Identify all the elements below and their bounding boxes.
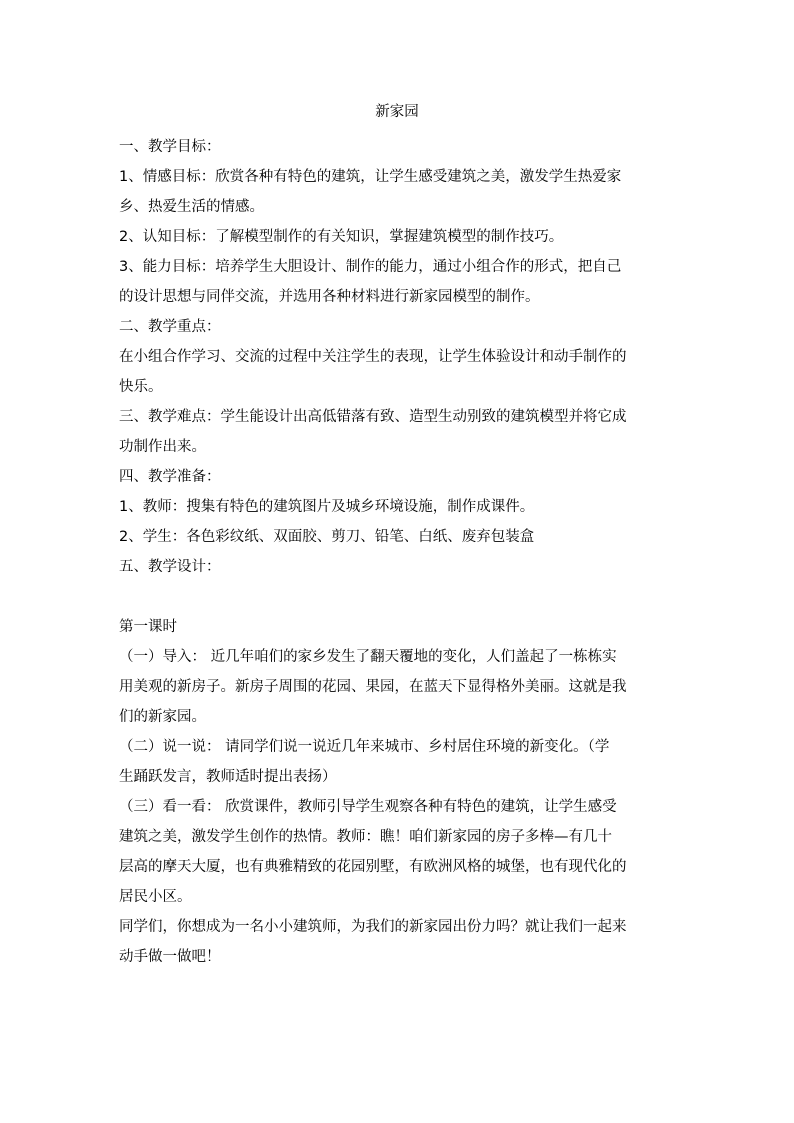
paragraph-line: 2、学生：各色彩纹纸、双面胶、剪刀、铅笔、白纸、废弃包装盒 (119, 529, 535, 545)
paragraph-line: 乡、热爱生活的情感。 (119, 199, 264, 215)
document-title: 新家园 (375, 104, 419, 120)
paragraph-line: 1、情感目标：欣赏各种有特色的建筑，让学生感受建筑之美，激发学生热爱家 (119, 169, 622, 185)
paragraph-line: 在小组合作学习、交流的过程中关注学生的表现，让学生体验设计和动手制作的 (119, 349, 627, 365)
paragraph-line: 的设计思想与同伴交流，并选用各种材料进行新家园模型的制作。 (119, 289, 540, 305)
paragraph-line: 居民小区。 (119, 889, 192, 905)
paragraph-line: 快乐。 (119, 379, 163, 395)
paragraph-line: 3、能力目标：培养学生大胆设计、制作的能力，通过小组合作的形式，把自己 (119, 259, 622, 275)
paragraph-line: 用美观的新房子。新房子周围的花园、果园，在蓝天下显得格外美丽。这就是我 (119, 679, 627, 695)
document-body (119, 132, 679, 972)
lesson-heading: 第一课时 (119, 619, 177, 635)
paragraph-line: （一）导入： 近几年咱们的家乡发生了翻天覆地的变化，人们盖起了一栋栋实 (119, 649, 617, 665)
paragraph-line: 们的新家园。 (119, 709, 206, 725)
section-heading-key-points: 二、教学重点： (119, 319, 221, 335)
section-heading-preparation: 四、教学准备： (119, 469, 221, 485)
paragraph-line: （二）说一说： 请同学们说一说近几年来城市、乡村居住环境的新变化。（学 (119, 739, 610, 755)
paragraph-line: （三）看一看： 欣赏课件，教师引导学生观察各种有特色的建筑，让学生感受 (119, 799, 617, 815)
paragraph-line: 功制作出来。 (119, 439, 206, 455)
paragraph-line: 生踊跃发言，教师适时提出表扬） (119, 769, 337, 785)
section-heading-objectives: 一、教学目标： (119, 139, 221, 155)
section-heading-design: 五、教学设计： (119, 559, 221, 575)
paragraph-line: 2、认知目标：了解模型制作的有关知识，掌握建筑模型的制作技巧。 (119, 229, 564, 245)
paragraph-line: 动手做一做吧！ (119, 949, 221, 965)
paragraph-line: 1、教师：搜集有特色的建筑图片及城乡环境设施，制作成课件。 (119, 499, 535, 515)
paragraph-line: 建筑之美，激发学生创作的热情。教师：瞧！咱们新家园的房子多棒—有几十 (119, 829, 612, 845)
paragraph-line: 同学们，你想成为一名小小建筑师，为我们的新家园出份力吗？就让我们一起来 (119, 919, 627, 935)
section-heading-difficulties: 三、教学难点：学生能设计出高低错落有致、造型生动别致的建筑模型并将它成 (119, 409, 627, 425)
paragraph-line: 层高的摩天大厦，也有典雅精致的花园别墅，有欧洲风格的城堡，也有现代化的 (119, 859, 627, 875)
blank-line (119, 582, 679, 612)
